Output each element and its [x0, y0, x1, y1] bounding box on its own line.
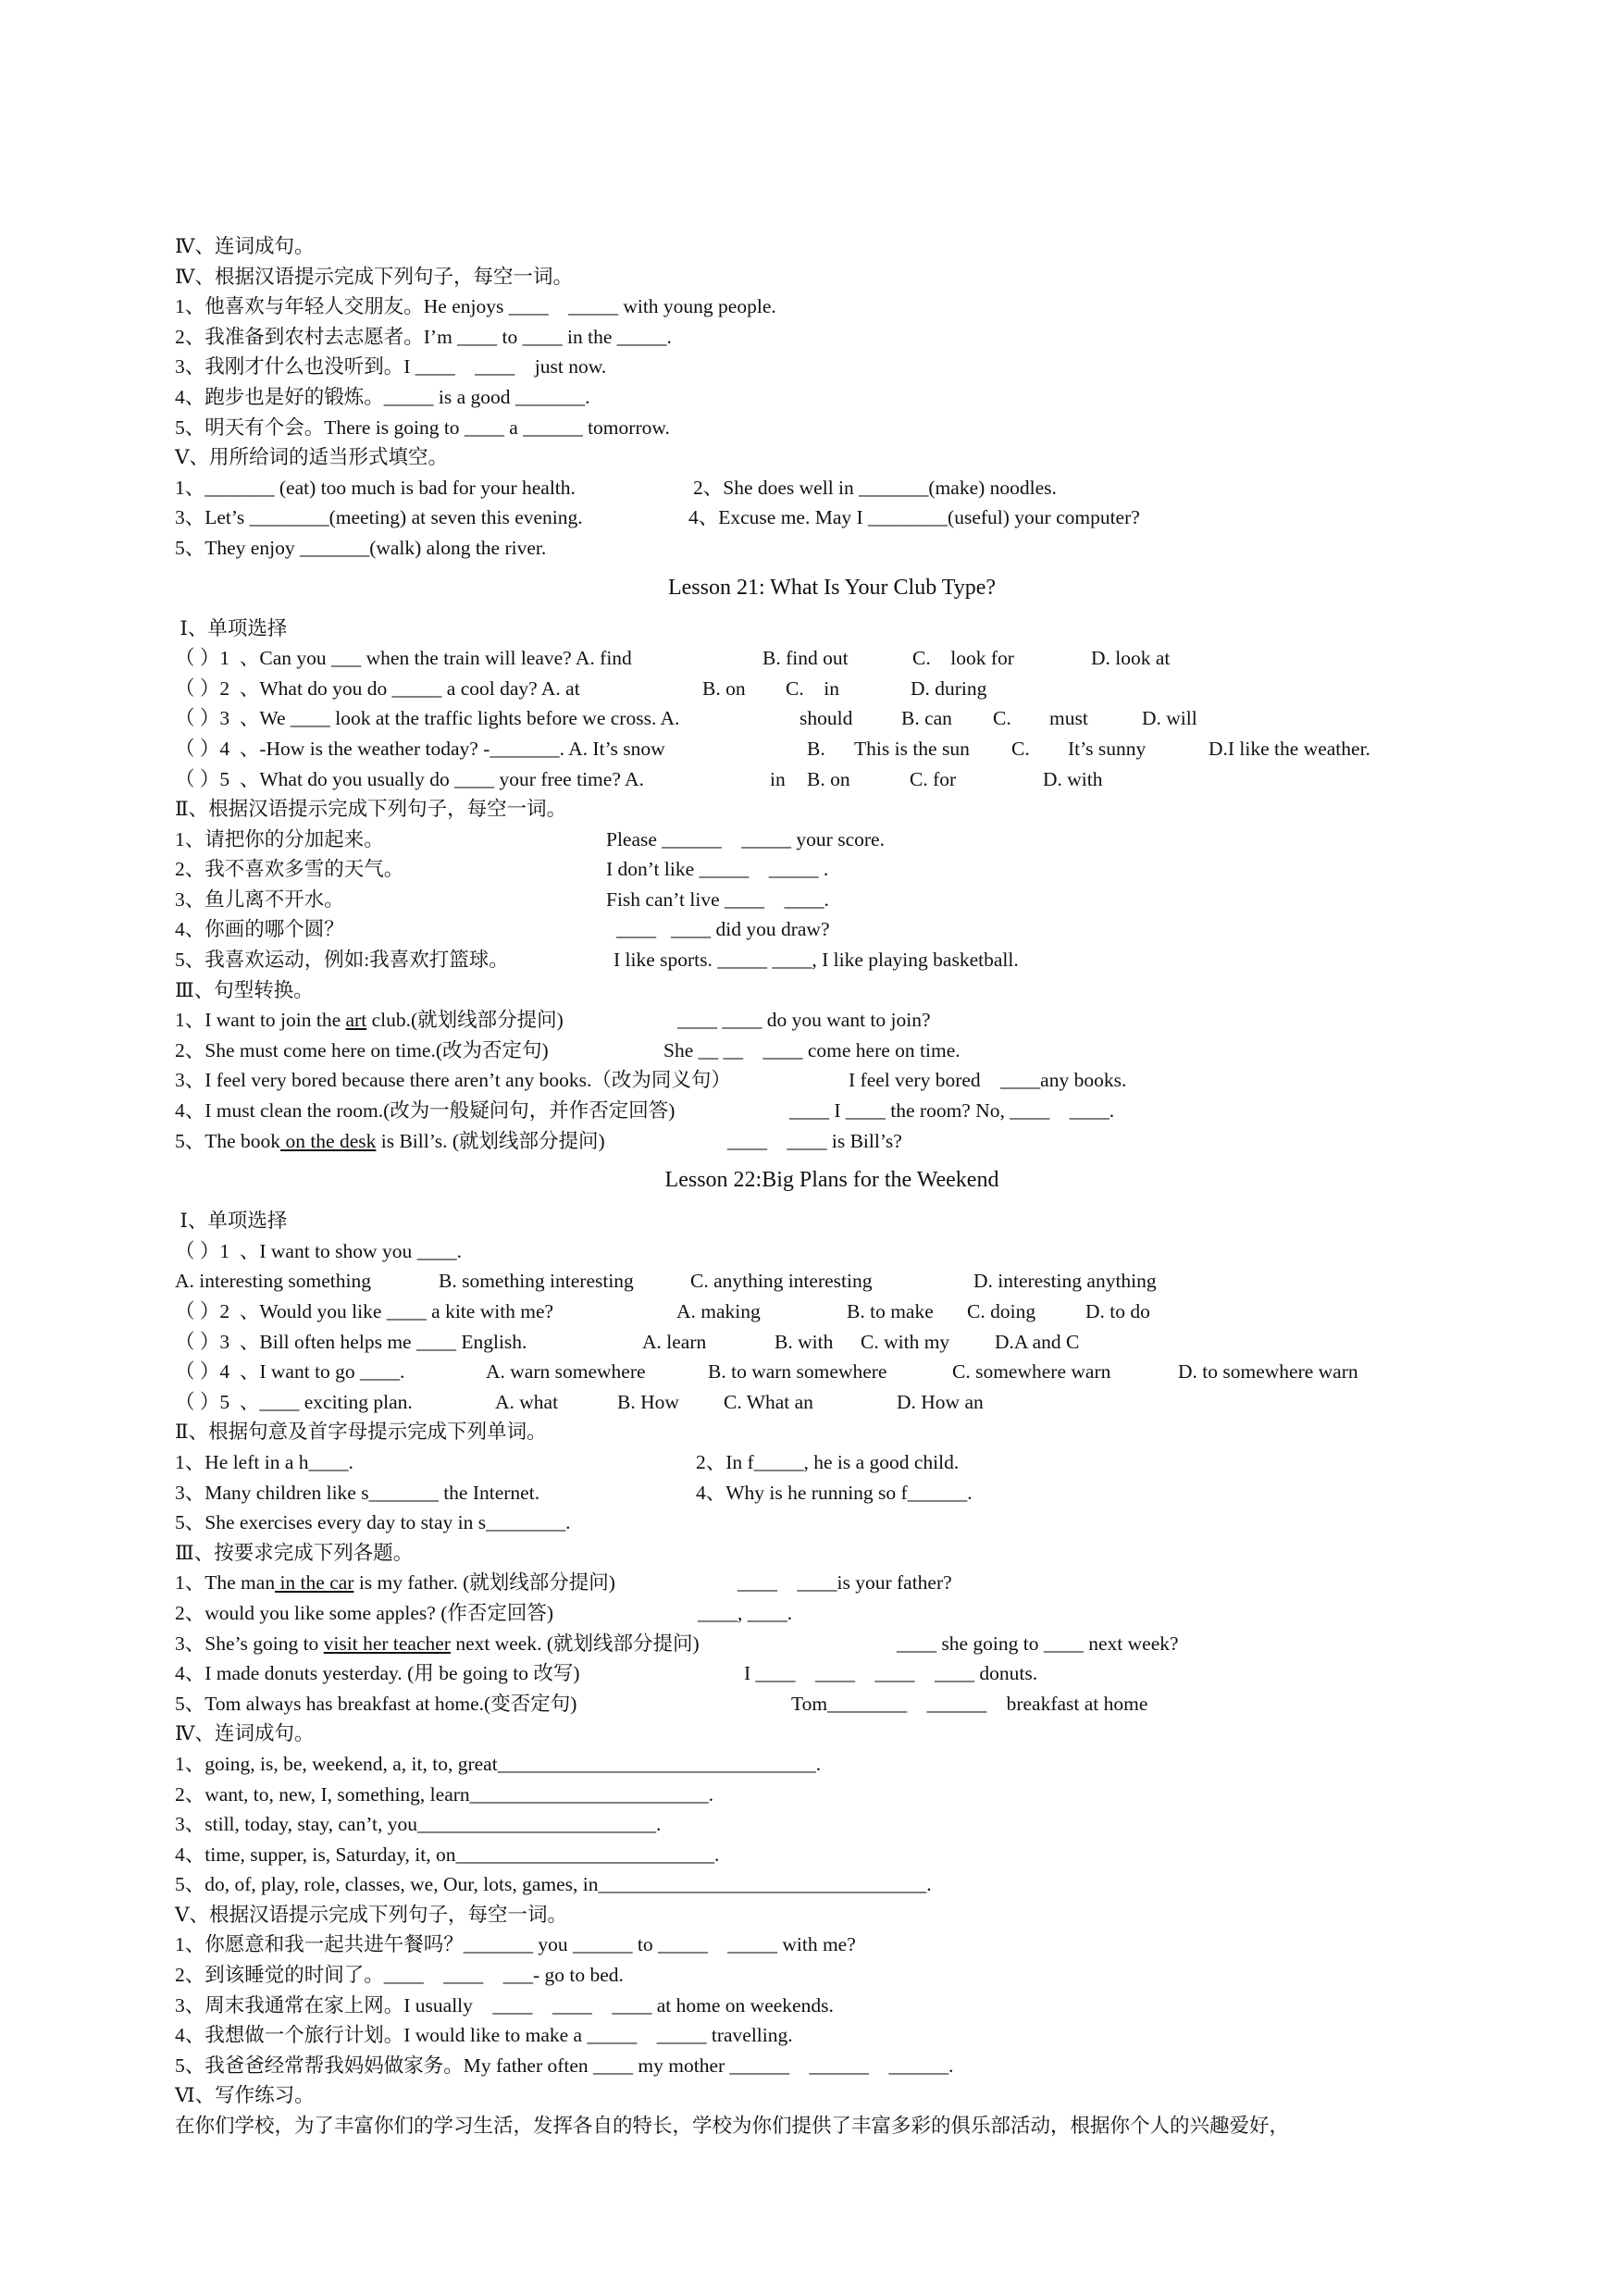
- worksheet-line: [175, 1447, 1489, 1478]
- line-segment: 3、Many children like s_______ the Internet.: [175, 1481, 540, 1504]
- worksheet-line: Ⅰ、单项选择: [175, 616, 288, 639]
- line-segment: [175, 1629, 700, 1659]
- line-segment: ____ she going to ____ next week?: [897, 1632, 1179, 1655]
- line-segment: （ ）5 、____ exciting plan.: [175, 1390, 413, 1413]
- line-segment: I ____ ____ ____ ____ donuts.: [744, 1662, 1038, 1685]
- worksheet-line: [175, 1357, 1489, 1387]
- segment-text: is Bill’s. (就划线部分提问): [376, 1129, 605, 1152]
- line-segment: C. anything interesting: [690, 1270, 873, 1293]
- line-segment: A. warn somewhere: [486, 1360, 646, 1384]
- line-segment: 5、我喜欢运动，例如:我喜欢打篮球。: [175, 949, 509, 972]
- line-segment: Please ______ _____ your score.: [606, 827, 885, 850]
- worksheet-line: 2、我准备到农村去志愿者。I’m ____ to ____ in the _____.: [175, 325, 672, 348]
- line-segment: 5、Tom always has breakfast at home.(变否定句): [175, 1692, 577, 1715]
- worksheet-line: [175, 1096, 1489, 1126]
- worksheet-line: 4、跑步也是好的锻炼。_____ is a good _______.: [175, 385, 590, 408]
- line-segment: 1、请把你的分加起来。: [175, 827, 384, 850]
- worksheet-line: [175, 1387, 1489, 1418]
- line-segment: 4、I must clean the room.(改为一般疑问句，并作否定回答): [175, 1099, 676, 1123]
- worksheet-line: [175, 1005, 1489, 1036]
- worksheet-line: Ⅲ、按要求完成下列各题。: [175, 1541, 414, 1564]
- line-segment: B. find out: [762, 647, 849, 670]
- worksheet-line: 1、他喜欢与年轻人交朋友。He enjoys ____ _____ with young people.: [175, 295, 776, 318]
- worksheet-line: Ⅱ、根据句意及首字母提示完成下列单词。: [175, 1421, 547, 1444]
- line-segment: （ ）3 、We ____ look at the traffic lights before we cross. A.: [175, 707, 680, 730]
- line-segment: D. will: [1142, 707, 1197, 730]
- line-segment: [175, 1005, 564, 1036]
- line-segment: should: [800, 707, 853, 730]
- line-segment: D. interesting anything: [973, 1270, 1157, 1293]
- worksheet-line: [175, 1266, 1489, 1297]
- line-segment: （ ）4 、-How is the weather today? -_______. A. It’s snow: [175, 737, 665, 760]
- line-segment: B. to make: [847, 1300, 934, 1322]
- worksheet-line: [175, 1036, 1489, 1066]
- worksheet-line: [175, 1568, 1489, 1598]
- worksheet-line: [175, 503, 1489, 533]
- line-segment: C.: [993, 707, 1011, 730]
- line-segment: B. can: [901, 707, 952, 730]
- line-segment: 4、你画的哪个圆？: [175, 918, 344, 941]
- line-segment: A. what: [495, 1390, 559, 1413]
- worksheet-line: 在你们学校，为了丰富你们的学习生活，发挥各自的特长，学校为你们提供了丰富多彩的俱乐部活动，根据你个人的兴趣爱好，: [175, 2115, 1290, 2138]
- line-segment: D.A and C: [995, 1330, 1080, 1353]
- underlined-text: on the desk: [280, 1129, 377, 1152]
- line-segment: D. How an: [897, 1390, 984, 1413]
- line-segment: B. on: [702, 676, 746, 700]
- worksheet-line: （ ）1 、I want to show you ____.: [175, 1239, 462, 1262]
- line-segment: D. to somewhere warn: [1178, 1360, 1358, 1384]
- line-segment: ____ ____is your father?: [738, 1571, 952, 1595]
- line-segment: C. What an: [724, 1390, 813, 1413]
- worksheet-line: [175, 854, 1489, 885]
- line-segment: C. in: [786, 676, 839, 700]
- line-segment: C.: [1011, 737, 1030, 760]
- line-segment: Tom________ ______ breakfast at home: [791, 1692, 1148, 1715]
- worksheet-line: [175, 825, 1489, 855]
- worksheet-line: Ⅴ、用所给词的适当形式填空。: [175, 446, 449, 469]
- lesson-title: Lesson 21: What Is Your Club Type?: [667, 575, 997, 600]
- worksheet-line: Ⅳ、连词成句。: [175, 1722, 315, 1745]
- worksheet-line: 5、do, of, play, role, classes, we, Our, lots, games, in_________________________________.: [175, 1873, 932, 1896]
- line-segment: C. look for: [912, 647, 1014, 670]
- line-segment: 1、He left in a h____.: [175, 1450, 353, 1473]
- segment-text: 1、The man: [175, 1571, 276, 1595]
- line-segment: C. for: [910, 767, 957, 790]
- line-segment: B. with: [775, 1330, 834, 1353]
- worksheet-line: 2、到该睡觉的时间了。____ ____ ___- go to bed.: [175, 1964, 624, 1987]
- worksheet-line: Ⅵ、写作练习。: [175, 2084, 315, 2107]
- worksheet-line: [175, 643, 1489, 674]
- line-segment: I feel very bored ____any books.: [849, 1069, 1127, 1092]
- segment-text: 1、I want to join the: [175, 1009, 346, 1032]
- line-segment: （ ）2 、What do you do _____ a cool day? A. at: [175, 676, 580, 700]
- worksheet-line: Ⅳ、根据汉语提示完成下列句子，每空一词。: [175, 265, 573, 288]
- worksheet-line: [175, 885, 1489, 915]
- line-segment: ____ ____ do you want to join?: [677, 1009, 931, 1032]
- line-segment: C. doing: [967, 1300, 1036, 1322]
- line-segment: B. to warn somewhere: [708, 1360, 887, 1384]
- segment-text: is my father. (就划线部分提问): [353, 1571, 615, 1595]
- line-segment: [175, 1568, 615, 1598]
- worksheet-line: [175, 1689, 1489, 1719]
- line-segment: D. during: [911, 676, 987, 700]
- worksheet-line: [175, 945, 1489, 975]
- line-segment: 3、Let’s ________(meeting) at seven this evening.: [175, 506, 583, 529]
- worksheet-line: 3、周末我通常在家上网。I usually ____ ____ ____ at home on weekends.: [175, 1993, 834, 2017]
- line-segment: 1、_______ (eat) too much is bad for your health.: [175, 476, 576, 499]
- line-segment: 4、Excuse me. May I ________(useful) your computer?: [688, 506, 1140, 529]
- line-segment: 4、I made donuts yesterday. (用 be going to 改写): [175, 1662, 580, 1685]
- worksheet-line: 5、They enjoy _______(walk) along the river.: [175, 536, 547, 559]
- worksheet-line: Ⅱ、根据汉语提示完成下列句子，每空一词。: [175, 798, 567, 821]
- worksheet-line: [175, 734, 1489, 764]
- worksheet-line: [175, 914, 1489, 945]
- worksheet-line: 5、She exercises every day to stay in s________.: [175, 1511, 571, 1534]
- worksheet-line: [175, 1126, 1489, 1157]
- line-segment: [175, 1126, 605, 1157]
- worksheet-line: [175, 1297, 1489, 1327]
- line-segment: D. with: [1043, 767, 1103, 790]
- line-segment: ____ I ____ the room? No, ____ ____.: [789, 1099, 1115, 1123]
- worksheet-line: [175, 674, 1489, 704]
- line-segment: It’s sunny: [1068, 737, 1147, 760]
- line-segment: must: [1049, 707, 1088, 730]
- segment-text: club.(就划线部分提问): [366, 1009, 564, 1032]
- line-segment: （ ）1 、Can you ___ when the train will leave? A. find: [175, 647, 632, 670]
- segment-text: 3、She’s going to: [175, 1632, 324, 1655]
- line-segment: B. something interesting: [439, 1270, 634, 1293]
- line-segment: （ ）4 、I want to go ____.: [175, 1360, 405, 1384]
- worksheet-line: 3、still, today, stay, can’t, you________________________.: [175, 1813, 662, 1836]
- line-segment: This is the sun: [854, 737, 970, 760]
- line-segment: 2、我不喜欢多雪的天气。: [175, 858, 404, 881]
- worksheet-line: Ⅴ、根据汉语提示完成下列句子，每空一词。: [175, 1903, 568, 1926]
- segment-text: 5、The book: [175, 1129, 281, 1152]
- worksheet-line: Ⅲ、句型转换。: [175, 978, 314, 1001]
- worksheet-line: Ⅰ、单项选择: [175, 1210, 288, 1233]
- line-segment: A. learn: [642, 1330, 707, 1353]
- worksheet-line: [175, 473, 1489, 503]
- line-segment: D. to do: [1085, 1300, 1150, 1322]
- line-segment: D.I like the weather.: [1209, 737, 1370, 760]
- line-segment: 2、She does well in _______(make) noodles.: [693, 476, 1057, 499]
- line-segment: 4、Why is he running so f______.: [696, 1481, 973, 1504]
- worksheet-line: 1、你愿意和我一起共进午餐吗？_______ you ______ to _____ _____ with me?: [175, 1933, 856, 1956]
- lesson-title: Lesson 22:Big Plans for the Weekend: [664, 1168, 999, 1193]
- worksheet-line: 2、want, to, new, I, something, learn________________________.: [175, 1782, 714, 1806]
- line-segment: B. on: [807, 767, 850, 790]
- segment-text: next week. (就划线部分提问): [450, 1632, 700, 1655]
- line-segment: D. look at: [1091, 647, 1171, 670]
- line-segment: A. interesting something: [175, 1270, 371, 1293]
- line-segment: A. making: [676, 1300, 761, 1322]
- worksheet-line: [175, 1478, 1489, 1508]
- line-segment: I like sports. _____ ____, I like playing basketball.: [614, 949, 1019, 972]
- worksheet-line: [175, 703, 1489, 734]
- line-segment: （ ）2 、Would you like ____ a kite with me?: [175, 1300, 554, 1322]
- worksheet-line: 3、我刚才什么也没听到。I ____ ____ just now.: [175, 355, 607, 379]
- worksheet-line: [175, 1065, 1489, 1096]
- line-segment: ____, ____.: [698, 1601, 793, 1624]
- line-segment: 2、would you like some apples? (作否定回答): [175, 1601, 554, 1624]
- worksheet-line: [175, 1658, 1489, 1689]
- line-segment: （ ）3 、Bill often helps me ____ English.: [175, 1330, 527, 1353]
- line-segment: C. with my: [861, 1330, 950, 1353]
- line-segment: ____ ____ did you draw?: [616, 918, 830, 941]
- worksheet-line: [175, 764, 1489, 795]
- line-segment: Fish can’t live ____ ____.: [606, 887, 829, 911]
- line-segment: 2、In f_____, he is a good child.: [696, 1450, 960, 1473]
- underlined-text: art: [345, 1009, 367, 1032]
- line-segment: （ ）5 、What do you usually do ____ your free time? A.: [175, 767, 644, 790]
- worksheet-line: Ⅳ、连词成句。: [175, 235, 315, 257]
- worksheet-document: [175, 231, 1489, 2141]
- line-segment: B. How: [617, 1390, 679, 1413]
- line-segment: ____ ____ is Bill’s?: [727, 1129, 902, 1152]
- worksheet-line: [175, 1327, 1489, 1358]
- line-segment: B.: [807, 737, 825, 760]
- line-segment: She __ __ ____ come here on time.: [663, 1038, 961, 1061]
- worksheet-line: 4、time, supper, is, Saturday, it, on__________________________.: [175, 1843, 720, 1866]
- underlined-text: visit her teacher: [323, 1632, 451, 1655]
- line-segment: in: [770, 767, 786, 790]
- worksheet-line: 1、going, is, be, weekend, a, it, to, great________________________________.: [175, 1752, 822, 1775]
- line-segment: 3、鱼儿离不开水。: [175, 887, 344, 911]
- worksheet-line: 4、我想做一个旅行计划。I would like to make a _____ _____ travelling.: [175, 2024, 793, 2047]
- underlined-text: in the car: [275, 1571, 354, 1595]
- worksheet-line: 5、明天有个会。There is going to ____ a ______ tomorrow.: [175, 416, 670, 439]
- worksheet-line: 5、我爸爸经常帮我妈妈做家务。My father often ____ my mother ______ ______ ______.: [175, 2054, 954, 2077]
- line-segment: 2、She must come here on time.(改为否定句): [175, 1038, 549, 1061]
- line-segment: 3、I feel very bored because there aren’t any books.（改为同义句）: [175, 1069, 731, 1092]
- worksheet-line: [175, 1629, 1489, 1659]
- line-segment: C. somewhere warn: [952, 1360, 1111, 1384]
- worksheet-line: [175, 1598, 1489, 1629]
- line-segment: I don’t like _____ _____ .: [606, 858, 829, 881]
